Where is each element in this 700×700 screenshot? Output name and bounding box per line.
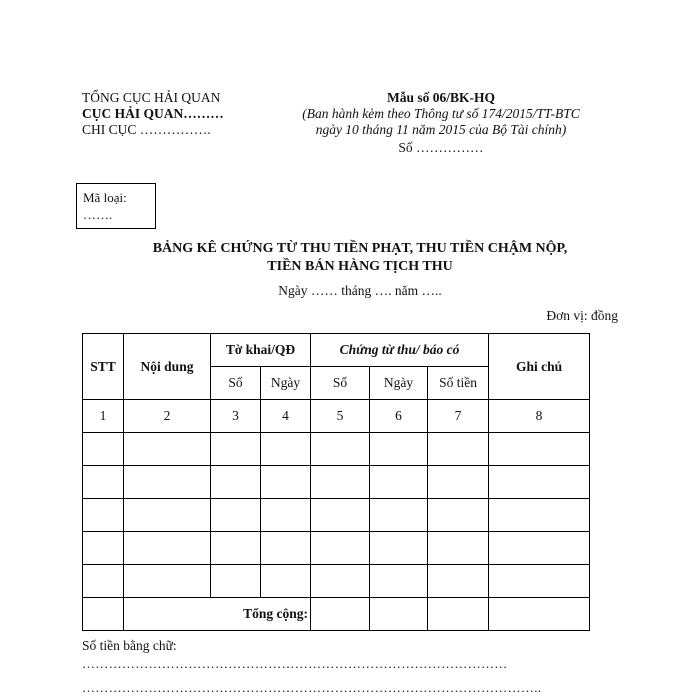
voucher-table — [82, 333, 590, 631]
form-header — [300, 90, 582, 156]
ma-loai-label: Mã loại: — [83, 190, 127, 205]
col-number: 5 — [311, 400, 370, 433]
document-title — [100, 240, 620, 276]
col-number: 1 — [83, 400, 124, 433]
col-number: 8 — [489, 400, 590, 433]
unit-label: Đơn vị: đồng — [546, 308, 618, 323]
table-row — [83, 532, 590, 565]
table-row — [83, 565, 590, 598]
agency-header — [82, 90, 224, 138]
col-number: 3 — [211, 400, 261, 433]
sub-so-1-header: Số — [211, 367, 261, 400]
col-stt-header: STT — [83, 334, 124, 400]
col-number: 2 — [124, 400, 211, 433]
col-noi-dung-header: Nội dung — [124, 334, 211, 400]
col-ghi-chu-header: Ghi chú — [489, 334, 590, 400]
col-number: 6 — [370, 400, 428, 433]
col-number: 4 — [261, 400, 311, 433]
amount-in-words-line-2: ………………………………………………………………………………………….. — [82, 680, 542, 695]
form-serial: Số …………… — [398, 140, 484, 155]
date-line: Ngày …… tháng …. năm ….. — [278, 283, 442, 298]
total-label: Tổng cộng: — [124, 598, 311, 631]
group-to-khai-header: Tờ khai/QĐ — [211, 334, 311, 367]
amount-in-words-label: Số tiền bằng chữ: — [82, 638, 177, 653]
total-row — [83, 598, 590, 631]
sub-ngay-1-header: Ngày — [261, 367, 311, 400]
table-row — [83, 499, 590, 532]
sub-so-tien-header: Số tiền — [428, 367, 489, 400]
sub-ngay-2-header: Ngày — [370, 367, 428, 400]
agency-line-3: CHI CỤC ……………. — [82, 122, 211, 137]
form-note: (Ban hành kèm theo Thông tư số 174/2015/TT-BTC ngày 10 tháng 11 năm 2015 của Bộ Tài chính) — [302, 106, 580, 137]
sub-so-2-header: Số — [311, 367, 370, 400]
table-row — [83, 466, 590, 499]
title-line-2: TIỀN BÁN HÀNG TỊCH THU — [267, 259, 453, 274]
form-number: Mẫu số 06/BK-HQ — [386, 90, 495, 105]
agency-line-1: TỔNG CỤC HẢI QUAN — [82, 90, 221, 105]
title-line-1: BẢNG KÊ CHỨNG TỪ THU TIỀN PHẠT, THU TIỀN CHẬM NỘP, — [152, 241, 568, 256]
group-chung-tu-header: Chứng từ thu/ báo có — [311, 334, 489, 367]
amount-in-words-line-1: …………………………………………………………………………………… — [82, 656, 508, 671]
ma-loai-box — [76, 183, 156, 229]
ma-loai-value: ……. — [83, 207, 113, 222]
table-row — [83, 433, 590, 466]
col-number: 7 — [428, 400, 489, 433]
agency-line-2: CỤC HẢI QUAN……… — [82, 106, 224, 121]
